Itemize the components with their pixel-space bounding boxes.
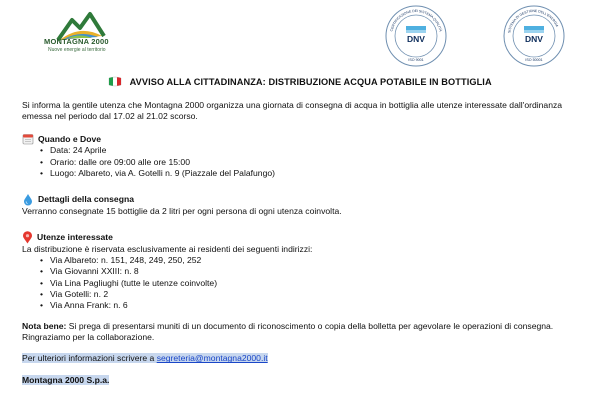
list-item: • Via Gotelli: n. 2 [40,289,582,300]
header [0,0,600,72]
svg-text:DNV: DNV [525,34,543,44]
thanks-text: Ringraziamo per la collaborazione. [22,332,155,343]
signature-paragraph [22,375,582,386]
when-where-heading-text: Quando e Dove [38,133,102,144]
signature: Montagna 2000 S.p.a. [22,374,110,385]
logo-text: MONTAGNA 2000 [44,37,109,46]
list-item: • Data: 24 Aprile [40,145,582,156]
note-label: Nota bene: [22,321,67,332]
delivery-details-heading-text: Dettagli della consegna [38,193,134,204]
notice-title [0,76,600,89]
svg-text:ISO 9001: ISO 9001 [408,58,424,62]
notice-body [22,100,582,386]
montagna-2000-logo [30,6,130,66]
note-text: Si prega di presentarsi muniti di un documento di riconoscimento o copia della bolletta per agevolare le operazioni di consegna. [66,321,554,332]
svg-text:DNV: DNV [407,34,425,44]
email-link[interactable]: segreteria@montagna2000.it [156,353,268,364]
list-item: • Luogo: Albareto, via A. Gotelli n. 9 (Piazzale del Palafungo) [40,168,582,179]
list-item: • Via Lina Pagliughi (tutte le utenze coinvolte) [40,278,582,289]
notice-title-text: AVVISO ALLA CITTADINANZA: DISTRIBUZIONE ACQUA POTABILE IN BOTTIGLIA [129,77,492,87]
dnv-iso-9001-seal [384,4,448,68]
list-item: • Via Albareto: n. 151, 248, 249, 250, 252 [40,255,582,266]
when-where-list [22,145,582,179]
intro-paragraph: Si informa la gentile utenza che Montagna 2000 organizza una giornata di consegna di acqua in bottiglia alle utenze interessate dall'ordinanza emessa nel periodo dal 17.02 al 21.02 scorso. [22,100,563,122]
addresses-list [22,255,582,311]
list-item: • Orario: dalle ore 09:00 alle ore 15:00 [40,157,582,168]
delivery-details-text: Verranno consegnate 15 bottiglie da 2 litri per ogni persona di ogni utenza coinvolta. [22,205,342,216]
location-pin-icon [22,231,33,244]
svg-text:CERTIFICAZIONE DEI SISTEMA QUA: CERTIFICAZIONE DEI SISTEMA QUALITÀ [389,8,443,33]
list-item: • Via Anna Frank: n. 6 [40,300,582,311]
water-drop-icon [22,193,34,206]
dnv-iso-50001-seal [502,4,566,68]
svg-text:SISTEMA DI GESTIONE DELL'ENERG: SISTEMA DI GESTIONE DELL'ENERGIA [507,8,560,34]
calendar-icon [22,133,34,145]
logo-tagline: Nuove energie al territorio [48,47,106,53]
when-where-heading [22,133,582,145]
users-intro: La distribuzione è riservata esclusivamente ai residenti dei seguenti indirizzi: [22,244,313,255]
users-heading-text: Utenze interessate [37,231,113,242]
note-paragraph [22,321,582,332]
italian-flag-icon [108,76,122,87]
users-heading [22,231,582,244]
svg-text:ISO 50001: ISO 50001 [525,58,543,62]
contact-text: Per ulteriori informazioni scrivere a [22,353,157,364]
contact-paragraph [22,353,582,364]
delivery-details-heading [22,193,582,206]
list-item: • Via Giovanni XXIII: n. 8 [40,266,582,277]
